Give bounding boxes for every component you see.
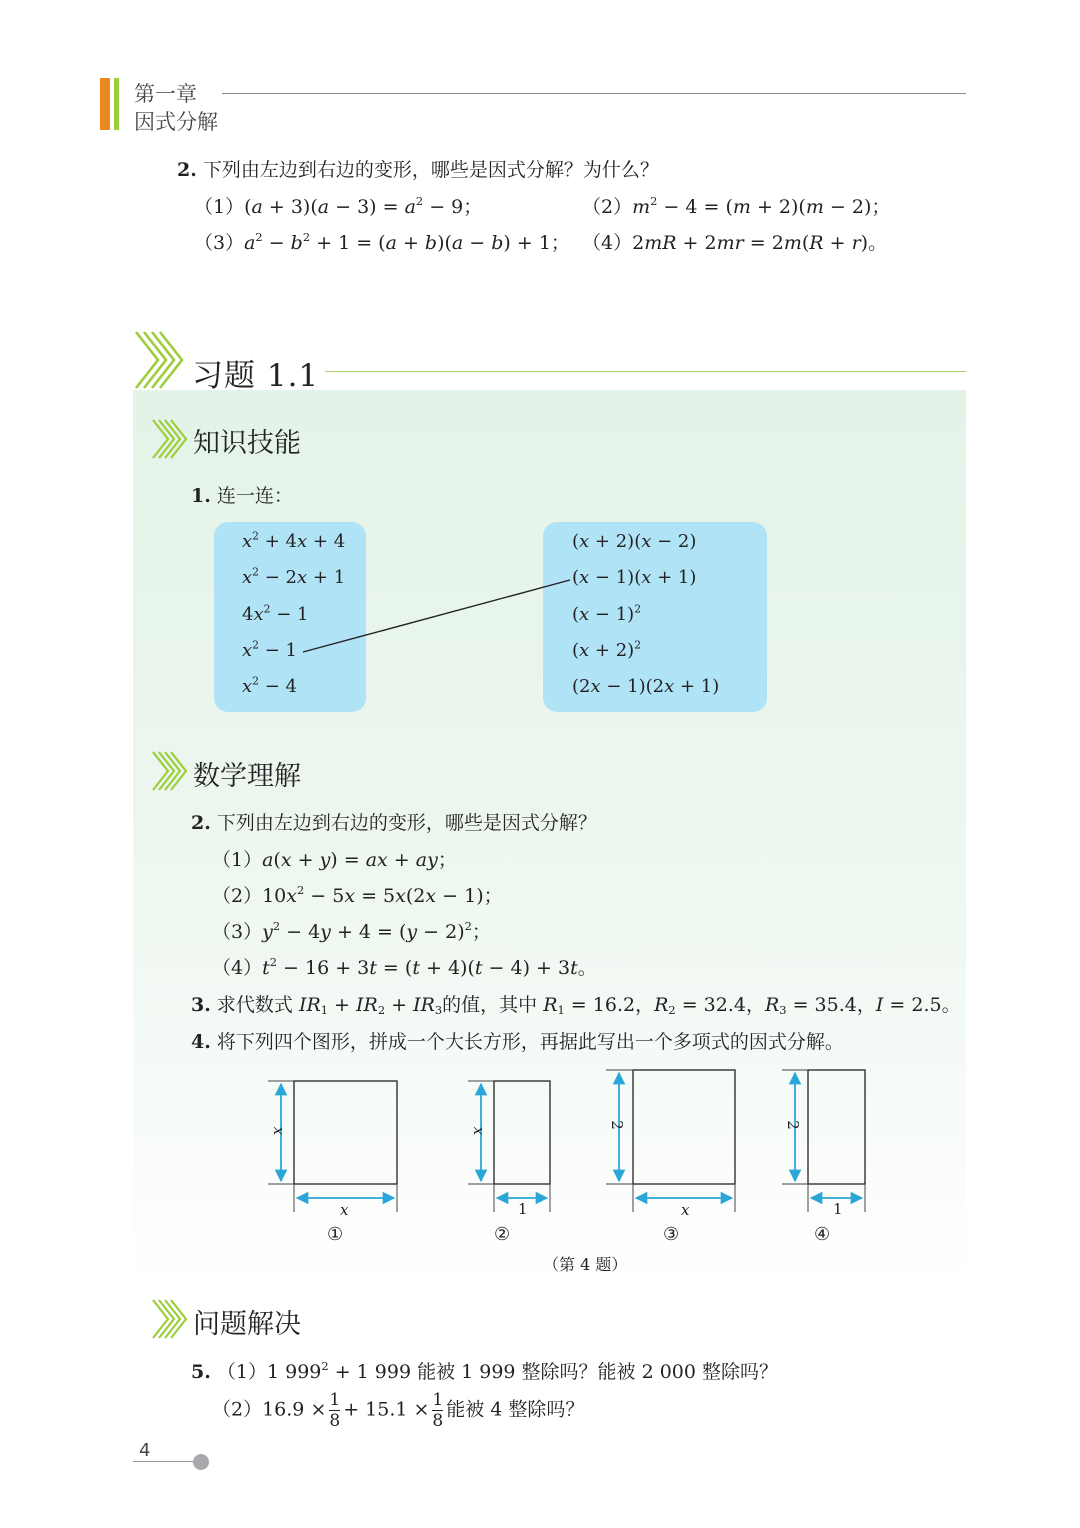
q2-top-number: 2.: [177, 159, 197, 181]
q2-item-1: （1）a(x + y) = ax + ay；: [212, 849, 457, 871]
fraction-one-eighth-2: [432, 1390, 443, 1431]
q5-part-1: 5. （1）1 $999^2 + 1$ 999 能被 1 999 整除吗？能被 2 000 整除吗？: [191, 1359, 779, 1383]
q2-top-item-1: $(1)(a + 3)(a - 3) = a^2 - 9$；: [194, 194, 483, 218]
q5-part-2: [212, 1390, 584, 1431]
figure-1-height-label: x: [270, 1126, 289, 1136]
left-item-3[interactable]: $4x^2 - 1$: [242, 602, 309, 625]
section-title-understanding: 数学理解: [193, 761, 301, 792]
q3-i: 2.5: [911, 994, 942, 1016]
figure-3-label: ③: [663, 1224, 680, 1245]
figure-3-rect: [633, 1070, 735, 1184]
q2-number: 2.: [191, 812, 211, 834]
item-label: （3）: [212, 921, 263, 943]
section-title-solving: 问题解决: [193, 1309, 301, 1340]
figure-1-square: [294, 1081, 397, 1184]
right-item-4[interactable]: $(x + 2)^2$: [572, 638, 642, 661]
item-label: （2）: [582, 196, 633, 218]
item-label: （2）: [212, 885, 263, 907]
right-item-3[interactable]: $(x - 1)^2$: [572, 602, 642, 625]
q3-r3: 35.4: [814, 994, 857, 1016]
q4-number: 4.: [191, 1031, 211, 1053]
q3-r1: 16.2: [592, 994, 636, 1016]
q2-item-2: $(2)10x^2 - 5x = 5x(2x - 1)$；: [212, 883, 503, 907]
chapter-label: 第一章: [134, 82, 197, 106]
item-label: （4）: [582, 232, 633, 254]
figure-4-width-label: 1: [833, 1200, 843, 1218]
left-item-2[interactable]: $x^2 - 2x + 1$: [242, 565, 346, 588]
right-item-1[interactable]: (x + 2)(x − 2): [572, 531, 697, 552]
section-title-knowledge: 知识技能: [193, 428, 301, 459]
right-item-5[interactable]: (2x − 1)(2x + 1): [572, 676, 720, 697]
chevron-icon: [150, 1298, 190, 1340]
frac-den: 8: [329, 1411, 341, 1431]
q2-item-3: $(3)y^2 - 4y + 4 = (y - 2)^2$；: [212, 919, 491, 943]
page-number-rule: [133, 1461, 195, 1462]
q4-caption: （第 4 题）: [543, 1255, 628, 1274]
figure-3-height-label: 2: [607, 1120, 626, 1130]
frac-den: 8: [432, 1411, 444, 1431]
exercise-title: 习题 1.1: [192, 358, 320, 394]
q3-r2: 32.4: [703, 994, 746, 1016]
q3-text: 3. 求代数式 $IR_1 + IR_2 + IR_3$的值，其中 $R_1 = 16.2$，$R_2 = 32.4$，$R_3 = 35.4$，I = 2.5。: [191, 994, 961, 1017]
frac-num: 1: [329, 1390, 341, 1410]
figure-1-label: ①: [327, 1224, 344, 1245]
q5-p1-a: 1 999: [266, 1361, 322, 1383]
q2-text: 下列由左边到右边的变形，哪些是因式分解？: [216, 812, 597, 834]
q2-top-item-4: （4）2mR + 2mr = 2m(R + r)。: [582, 232, 888, 254]
figure-2-label: ②: [494, 1224, 511, 1245]
left-item-1[interactable]: $x^2 + 4x + 4$: [242, 529, 346, 552]
q2-top-text: 下列由左边到右边的变形，哪些是因式分解？为什么？: [202, 159, 659, 181]
q3-text-b: 的值，其中: [442, 994, 538, 1016]
figure-1-width-label: x: [340, 1201, 349, 1219]
q1-number: 1.: [191, 485, 211, 507]
figure-2-width-label: 1: [518, 1200, 528, 1218]
right-item-2[interactable]: (x − 1)(x + 1): [572, 567, 697, 588]
item-label: （1）: [212, 849, 263, 871]
q5-p1-b: + 1 999 能被 1 999 整除吗？能被 2 000 整除吗？: [334, 1361, 779, 1383]
frac-num: 1: [432, 1390, 444, 1410]
item-label: （1）: [194, 196, 245, 218]
figure-2-height-label: x: [470, 1126, 489, 1136]
left-item-4[interactable]: $x^2 - 1$: [242, 638, 298, 661]
q5-p2-b: + 15.1 ×: [343, 1398, 430, 1421]
q4-text: 将下列四个图形，拼成一个大长方形，再据此写出一个多项式的因式分解。: [216, 1031, 844, 1053]
figure-4-height-label: 2: [783, 1120, 802, 1130]
item-label: （3）: [194, 232, 245, 254]
q1-text: 连一连：: [216, 485, 293, 507]
figure-3-width-label: x: [681, 1201, 690, 1219]
page-number: 4: [139, 1440, 151, 1461]
fraction-one-eighth: [329, 1390, 340, 1431]
q3-number: 3.: [191, 994, 211, 1016]
page-dot-icon: [193, 1454, 209, 1470]
q5-number: 5.: [191, 1361, 211, 1383]
figure-2-rect: [494, 1081, 550, 1184]
figure-4-rect: [808, 1070, 865, 1184]
q3-text-a: 求代数式: [216, 994, 293, 1016]
q5-p2-label: （2）: [212, 1398, 263, 1421]
q5-p2-c: 能被 4 整除吗？: [446, 1398, 585, 1421]
q5-p1-label: （1）: [216, 1361, 267, 1383]
q2-top-item-3: $(3)a^2 - b^2 + 1 = (a + b)(a - b) + 1$；: [194, 230, 570, 254]
item-label: （4）: [212, 957, 263, 979]
figure-4-label: ④: [814, 1224, 831, 1245]
chapter-title: 因式分解: [134, 110, 218, 134]
q5-p2-a: 16.9 ×: [262, 1398, 327, 1421]
left-item-5[interactable]: $x^2 - 4$: [242, 674, 298, 697]
q2-item-4: $(4)t^2 - 16 + 3t = (t + 4)(t - 4) + 3t$。: [212, 955, 597, 979]
q2-top-item-2: $(2)m^2 - 4 = (m + 2)(m - 2)$；: [582, 194, 891, 218]
